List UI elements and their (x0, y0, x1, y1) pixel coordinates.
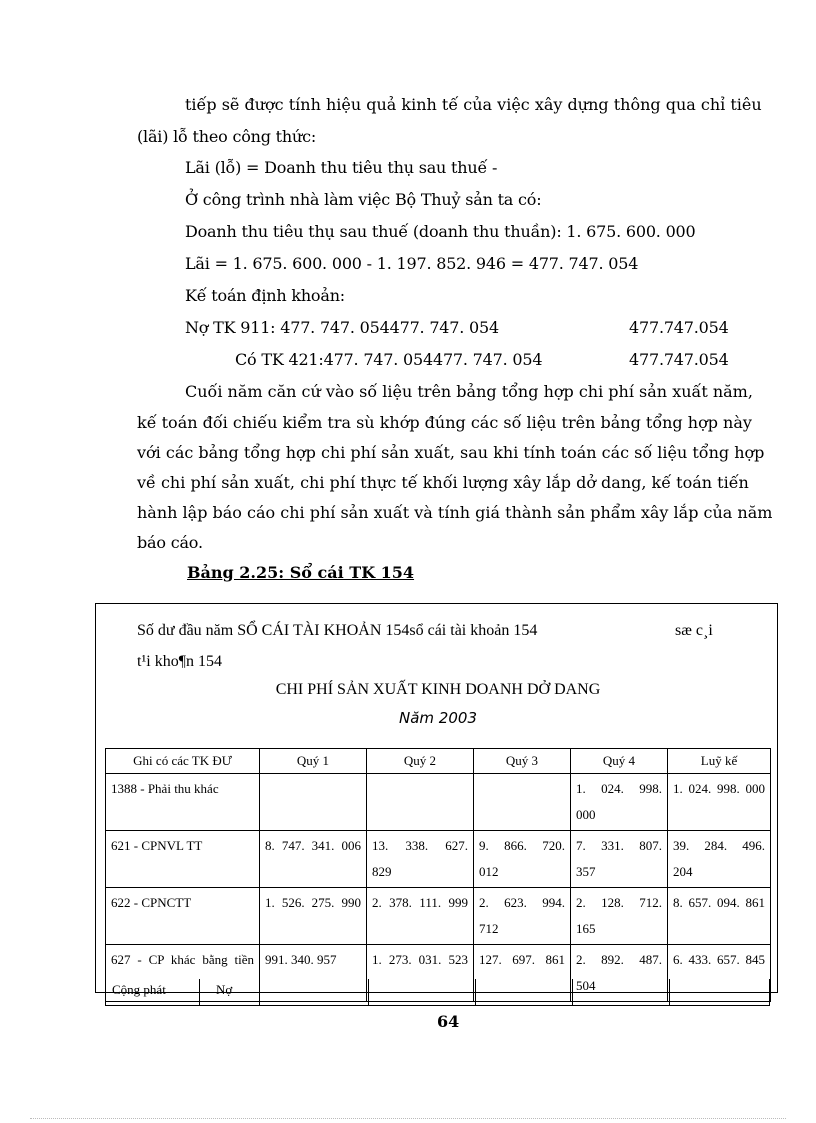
paragraph-line: với các bảng tổng hợp chi phí sản xuất, sau khi tính toán các số liệu tổng hợp (137, 443, 765, 462)
entry-label: Kế toán định khoản: (185, 286, 345, 305)
cell-q1: 991. 340. 957 (260, 945, 367, 1002)
page-number: 64 (437, 1012, 460, 1031)
ledger-subtitle: CHI PHÍ SẢN XUẤT KINH DOANH DỞ DANG (275, 681, 601, 698)
debit-amount: 477.747.054 (629, 318, 729, 337)
row-label: 622 - CPNCTT (106, 888, 260, 945)
cell-q1: 8. 747. 341. 006 (260, 831, 367, 888)
table-row (106, 831, 771, 888)
ledger-header: Số dư đầu năm SỔ CÁI TÀI KHOẢN 154sổ cái tài khoản 154 (137, 622, 538, 639)
footer-sub: Nợ (194, 979, 260, 1006)
credit-entry: Có TK 421:477. 747. 054477. 747. 054 (235, 350, 543, 369)
row-label: 627 - CP khác bằng tiền (106, 945, 260, 1002)
table-title: Bảng 2.25: Sổ cái TK 154 (187, 563, 415, 582)
formula-line: Lãi (lỗ) = Doanh thu tiêu thụ sau thuế - (185, 158, 498, 177)
table-row (106, 888, 771, 945)
profit-line: Lãi = 1. 675. 600. 000 - 1. 197. 852. 946 = 477. 747. 054 (185, 254, 639, 273)
paragraph-line: tiếp sẽ được tính hiệu quả kinh tế của việc xây dựng thông qua chỉ tiêu (185, 95, 762, 114)
row-label: 1388 - Phải thu khác (106, 774, 260, 831)
cell-q3: 9. 866. 720. 012 (474, 831, 571, 888)
cell-q2: 13. 338. 627. 829 (367, 831, 474, 888)
cell-q4: 1. 024. 998. 000 (571, 774, 668, 831)
cell-q3: 127. 697. 861 (474, 945, 571, 1002)
table-row (106, 774, 771, 831)
cell-q4: 2. 128. 712. 165 (571, 888, 668, 945)
footer-label: Cộng phát (106, 979, 200, 1006)
ledger-footer-row (105, 979, 770, 1006)
cell-q3: 2. 623. 994. 712 (474, 888, 571, 945)
ledger-year: Năm 2003 (399, 709, 477, 727)
paragraph-line: về chi phí sản xuất, chi phí thực tế khối lượng xây lắp dở dang, kế toán tiến (137, 473, 749, 492)
cell-total: 1. 024. 998. 000 (668, 774, 771, 831)
cell-q4: 7. 331. 807. 357 (571, 831, 668, 888)
column-header: Quý 4 (571, 749, 668, 774)
cell-q1 (260, 774, 367, 831)
column-header: Ghi có các TK ĐƯ (106, 749, 260, 774)
divider (475, 979, 476, 1006)
ledger-header-garbled: sæ c¸i (675, 622, 713, 639)
table-header-row (106, 749, 771, 774)
cell-q4: 2. 892. 487. 504 (571, 945, 668, 1002)
page-edge (30, 1118, 786, 1119)
column-header: Quý 3 (474, 749, 571, 774)
paragraph-line: Cuối năm căn cứ vào số liệu trên bảng tổng hợp chi phí sản xuất năm, (185, 382, 753, 401)
paragraph-line: báo cáo. (137, 533, 203, 552)
revenue-line: Doanh thu tiêu thụ sau thuế (doanh thu thuần): 1. 675. 600. 000 (185, 222, 696, 241)
column-header: Quý 1 (260, 749, 367, 774)
divider (368, 979, 369, 1006)
column-header: Luỹ kế (668, 749, 771, 774)
project-line: Ở công trình nhà làm việc Bộ Thuỷ sản ta có: (185, 190, 542, 209)
cell-q3 (474, 774, 571, 831)
cell-total: 39. 284. 496. 204 (668, 831, 771, 888)
ledger-table (105, 748, 771, 1002)
debit-entry: Nợ TK 911: 477. 747. 054477. 747. 054 (185, 318, 499, 337)
cell-total: 6. 433. 657. 845 (668, 945, 771, 1002)
credit-amount: 477.747.054 (629, 350, 729, 369)
cell-q1: 1. 526. 275. 990 (260, 888, 367, 945)
paragraph-line: kế toán đối chiếu kiểm tra sù khớp đúng các số liệu trên bảng tổng hợp này (137, 413, 752, 432)
cell-total: 8. 657. 094. 861 (668, 888, 771, 945)
cell-q2 (367, 774, 474, 831)
column-header: Quý 2 (367, 749, 474, 774)
paragraph-line: (lãi) lỗ theo công thức: (137, 127, 317, 146)
divider (669, 979, 670, 1006)
cell-q2: 1. 273. 031. 523 (367, 945, 474, 1002)
cell-q2: 2. 378. 111. 999 (367, 888, 474, 945)
divider (572, 979, 573, 1006)
ledger-header-line2: t¹i kho¶n 154 (137, 653, 222, 670)
paragraph-line: hành lập báo cáo chi phí sản xuất và tính giá thành sản phẩm xây lắp của năm (137, 503, 773, 522)
row-label: 621 - CPNVL TT (106, 831, 260, 888)
